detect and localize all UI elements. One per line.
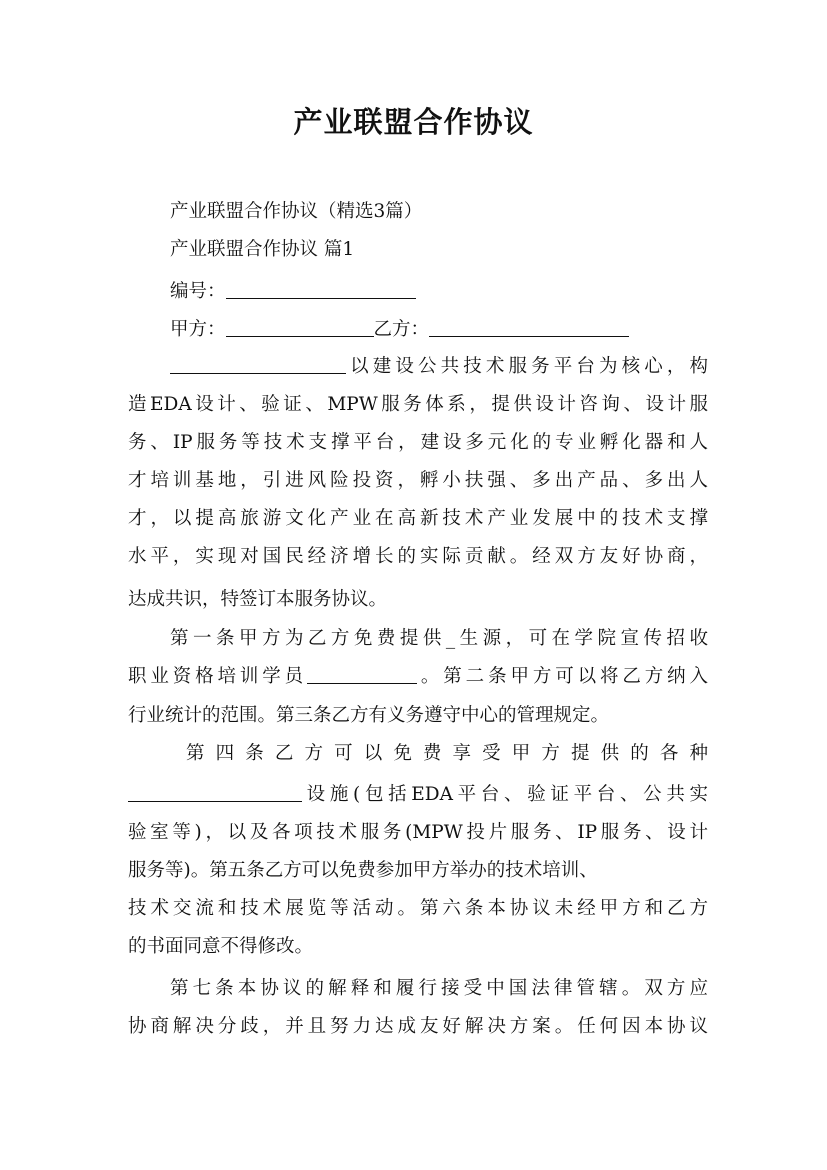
article-1-line-2 [128, 665, 708, 689]
article-4-line-2 [128, 783, 708, 807]
intro-line-4: 才培训基地，引进风险投资，孵小扶强、多出产品、多出人 [128, 470, 708, 491]
article-1-suffix: 。第二条甲方可以将乙方纳入 [417, 666, 708, 687]
intro-line-5: 才，以提高旅游文化产业在高新技术产业发展中的技术支撑 [128, 508, 708, 529]
intro-line-6: 水平，实现对国民经济增长的实际贡献。经双方友好协商， [128, 546, 708, 567]
article-1-line-1: 第一条甲方为乙方免费提供_生源，可在学院宣传招收 [170, 628, 708, 649]
article-1-line-3: 行业统计的范围。第三条乙方有义务遵守中心的管理规定。 [128, 705, 610, 726]
article-4-line-4: 服务等)。第五条乙方可以免费参加甲方举办的技术培训、 [128, 860, 598, 881]
intro-text-1: 以建设公共技术服务平台为核心，构 [346, 356, 708, 377]
subtitle-line: 产业联盟合作协议（精选3篇） [170, 201, 423, 222]
article-7-line-2: 协商解决分歧，并且努力达成友好解决方案。任何因本协议 [128, 1016, 708, 1037]
intro-line-3: 务、IP服务等技术支撑平台，建设多元化的专业孵化器和人 [128, 432, 708, 453]
article-1-prefix: 职业资格培训学员 [128, 666, 308, 687]
intro-blank [170, 355, 346, 374]
article-4-line-6: 的书面同意不得修改。 [128, 936, 314, 957]
party-a-label: 甲方： [170, 319, 226, 340]
article-1-blank [307, 665, 417, 684]
party-a-blank [226, 318, 374, 337]
number-label: 编号： [170, 281, 226, 302]
number-line [170, 280, 708, 304]
section-heading: 产业联盟合作协议 篇1 [170, 239, 355, 260]
number-blank [226, 280, 416, 299]
parties-line [170, 318, 708, 342]
document-title: 产业联盟合作协议 [293, 105, 534, 139]
article-4-blank [128, 783, 302, 802]
party-b-label: 乙方： [373, 319, 430, 340]
article-4-line-5: 技术交流和技术展览等活动。第六条本协议未经甲方和乙方 [128, 898, 708, 919]
intro-line-1 [170, 355, 708, 379]
article-4-line-1: 第四条乙方可以免费享受甲方提供的各种 [186, 743, 708, 764]
party-b-blank [429, 318, 629, 337]
article-4-line-3: 验室等)，以及各项技术服务(MPW投片服务、IP服务、设计 [128, 822, 708, 843]
intro-line-2: 造EDA设计、验证、MPW服务体系，提供设计咨询、设计服 [128, 394, 708, 415]
article-7-line-1: 第七条本协议的解释和履行接受中国法律管辖。双方应 [170, 978, 708, 999]
article-4-suffix: 设施(包括EDA平台、验证平台、公共实 [302, 784, 708, 805]
intro-line-7: 达成共识，特签订本服务协议。 [128, 589, 388, 610]
